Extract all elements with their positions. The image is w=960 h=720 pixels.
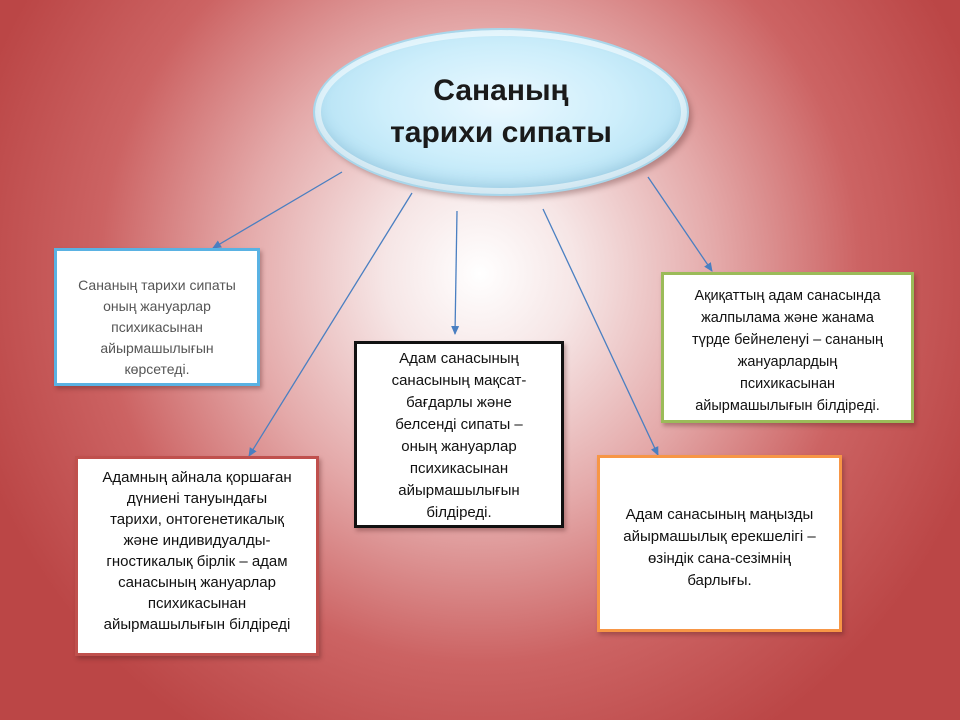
concept-box-2: Адамның айнала қоршаған дүниені тануындағы тарихи, онтогенетикалық және индивидуалды- гностикалық бірлік – адам санасының жануарлар психикасынан айырмашылығын білдіреді (75, 456, 319, 656)
title-ellipse (313, 28, 689, 196)
arrow-to-box-3 (455, 211, 457, 334)
concept-box-5: Адам санасының маңызды айырмашылық ерекшелігі – өзіндік сана-сезімнің барлығы. (597, 455, 842, 632)
arrow-to-box-1 (213, 172, 342, 248)
concept-box-4: Ақиқаттың адам санасында жалпылама және жанама түрде бейнеленуі – сананың жануарлардың психикасынан айырмашылығын білдіреді. (661, 272, 914, 423)
arrow-to-box-4 (648, 177, 712, 271)
slide-title: Сананың тарихи сипаты (390, 74, 612, 149)
concept-box-3: Адам санасының санасының мақсат- бағдарлы және белсенді сипаты – оның жануарлар психикасынан айырмашылығын білдіреді. (354, 341, 564, 528)
concept-box-1: Сананың тарихи сипаты оның жануарлар психикасынан айырмашылығын көрсетеді. (54, 248, 260, 386)
